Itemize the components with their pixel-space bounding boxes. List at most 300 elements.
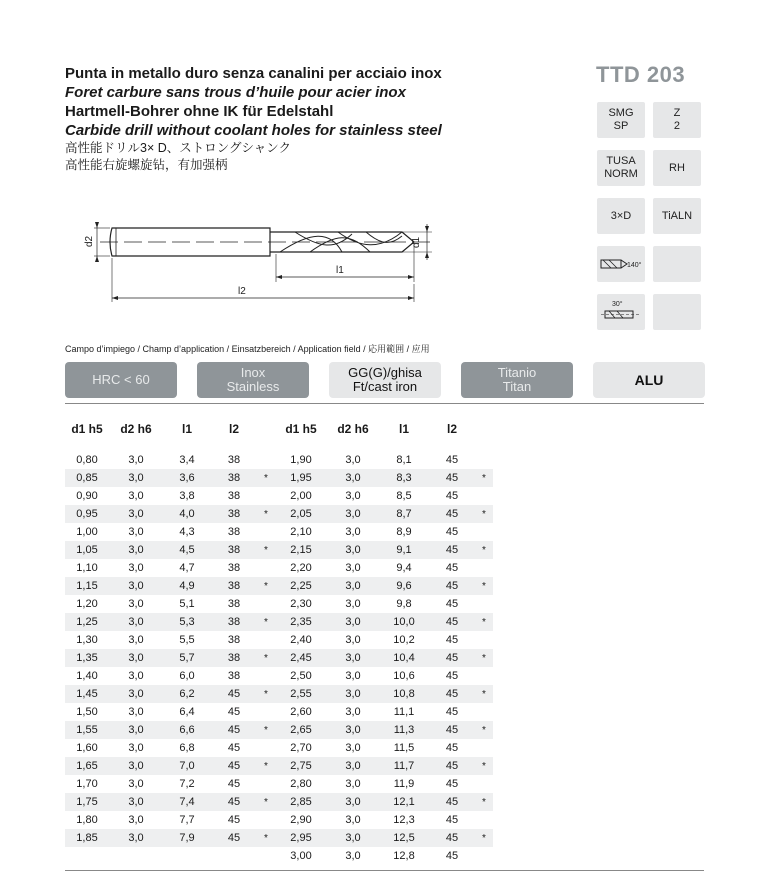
table-cell: 5,1 — [179, 598, 195, 610]
table-cell: 0,90 — [76, 490, 98, 502]
table-cell: 2,10 — [290, 526, 312, 538]
table-cell: 2,35 — [275, 613, 327, 631]
table-row — [65, 451, 493, 469]
table-cell: 38 — [227, 562, 241, 574]
table-cell: 6,2 — [163, 685, 211, 703]
table-cell: 9,8 — [396, 598, 412, 610]
table-cell: 1,20 — [76, 598, 98, 610]
table-row — [65, 811, 493, 829]
table-cell: 45 — [445, 778, 459, 790]
table-cell — [65, 847, 109, 865]
table-cell: 12,8 — [393, 850, 415, 862]
table-cell: 1,25 — [65, 613, 109, 631]
table-cell — [257, 631, 275, 649]
table-cell: 3,0 — [128, 598, 144, 610]
badge-flutes: Z 2 — [653, 102, 701, 138]
table-cell: 3,0 — [128, 634, 144, 646]
table-cell — [475, 631, 493, 649]
table-cell — [475, 739, 493, 757]
table-cell: 1,45 — [65, 685, 109, 703]
chamfer-30-icon — [599, 297, 643, 327]
table-cell: 3,0 — [345, 598, 361, 610]
table-cell: 0,80 — [76, 454, 98, 466]
table-cell: 7,2 — [179, 778, 195, 790]
table-cell: 0,95 — [65, 505, 109, 523]
table-cell: 38 — [227, 454, 241, 466]
table-cell: 3,0 — [345, 526, 361, 538]
table-cell: 45 — [211, 757, 257, 775]
application-field-label: Campo d’impiego / Champ d’application / Einsatzbereich / Application field / 応用範囲 / 应用 — [65, 344, 430, 354]
table-cell: 8,7 — [379, 505, 429, 523]
table-cell: 8,1 — [396, 454, 412, 466]
table-cell: 9,6 — [379, 577, 429, 595]
title-english: Carbide drill without coolant holes for stainless steel — [65, 122, 442, 139]
table-cell: 45 — [211, 793, 257, 811]
table-cell: 3,0 — [109, 649, 163, 667]
table-row — [65, 829, 493, 847]
table-cell — [475, 811, 493, 829]
col-d2: d2 h6 — [337, 422, 369, 436]
table-cell: 45 — [227, 742, 241, 754]
table-cell — [211, 847, 257, 865]
badge-chamfer — [597, 294, 645, 330]
table-cell: 3,0 — [109, 793, 163, 811]
col-mark — [475, 418, 493, 440]
table-cell: 5,5 — [179, 634, 195, 646]
table-cell: * — [475, 829, 493, 847]
table-cell: 38 — [211, 541, 257, 559]
product-titles — [65, 64, 535, 174]
table-cell: 3,0 — [327, 541, 379, 559]
table-cell: 3,00 — [290, 850, 312, 862]
table-cell: 3,0 — [109, 577, 163, 595]
col-d2: d2 h6 — [120, 422, 152, 436]
table-cell: 3,0 — [327, 613, 379, 631]
table-cell: 45 — [429, 793, 475, 811]
table-row — [65, 649, 493, 667]
table-cell: * — [257, 541, 275, 559]
table-cell: * — [257, 469, 275, 487]
table-cell: 45 — [445, 634, 459, 646]
table-cell: 3,0 — [345, 778, 361, 790]
table-cell: 2,05 — [275, 505, 327, 523]
table-row — [65, 703, 493, 721]
table-row — [65, 559, 493, 577]
table-cell: * — [257, 649, 275, 667]
table-cell: 3,0 — [109, 685, 163, 703]
table-cell: 3,0 — [345, 562, 361, 574]
table-cell: 1,90 — [290, 454, 312, 466]
table-cell: 10,0 — [379, 613, 429, 631]
table-cell: 45 — [227, 706, 241, 718]
table-cell: 38 — [211, 613, 257, 631]
table-cell: 2,25 — [275, 577, 327, 595]
table-cell: * — [257, 613, 275, 631]
table-cell: 4,7 — [179, 562, 195, 574]
table-cell: 2,40 — [290, 634, 312, 646]
app-titanium-button[interactable]: Titanio Titan — [461, 362, 573, 398]
table-cell: 11,1 — [393, 706, 415, 718]
table-cell — [257, 847, 275, 865]
table-row — [65, 523, 493, 541]
point-angle-140-icon — [599, 249, 643, 279]
table-cell: * — [257, 829, 275, 847]
table-cell: 3,0 — [109, 541, 163, 559]
title-french: Foret carbure sans trous d’huile pour acier inox — [65, 84, 406, 101]
table-cell: 3,0 — [128, 706, 144, 718]
table-cell: 1,15 — [65, 577, 109, 595]
table-cell: * — [257, 685, 275, 703]
table-cell: 45 — [211, 685, 257, 703]
table-cell: 45 — [445, 742, 459, 754]
table-cell — [475, 559, 493, 577]
table-cell: 10,4 — [379, 649, 429, 667]
table-cell: * — [475, 757, 493, 775]
table-cell: 45 — [429, 757, 475, 775]
table-cell: 2,85 — [275, 793, 327, 811]
table-row — [65, 577, 493, 595]
table-cell: 45 — [445, 670, 459, 682]
table-cell: 4,0 — [163, 505, 211, 523]
table-cell: 1,55 — [65, 721, 109, 739]
table-cell: 9,1 — [379, 541, 429, 559]
table-cell: 38 — [227, 526, 241, 538]
table-cell: 1,60 — [76, 742, 98, 754]
table-cell: 3,0 — [327, 829, 379, 847]
table-cell — [257, 667, 275, 685]
table-cell — [475, 595, 493, 613]
table-cell — [257, 703, 275, 721]
table-cell: 5,3 — [163, 613, 211, 631]
divider — [65, 403, 704, 404]
table-cell: 6,6 — [163, 721, 211, 739]
table-cell: * — [475, 793, 493, 811]
table-cell: 6,8 — [179, 742, 195, 754]
badge-norm: TUSA NORM — [597, 150, 645, 186]
table-cell: 4,3 — [179, 526, 195, 538]
table-cell: 7,0 — [163, 757, 211, 775]
table-cell: 45 — [429, 613, 475, 631]
table-cell: 38 — [211, 577, 257, 595]
table-cell: * — [475, 685, 493, 703]
table-cell — [257, 595, 275, 613]
table-cell: * — [475, 469, 493, 487]
table-cell: 1,65 — [65, 757, 109, 775]
table-cell: 3,0 — [128, 814, 144, 826]
table-cell: 3,0 — [109, 613, 163, 631]
table-cell: 4,5 — [163, 541, 211, 559]
svg-text:140°: 140° — [627, 262, 642, 269]
table-cell — [475, 847, 493, 865]
table-cell: 3,0 — [109, 757, 163, 775]
table-cell — [475, 523, 493, 541]
table-cell: 1,35 — [65, 649, 109, 667]
table-cell: 45 — [429, 721, 475, 739]
table-cell: 1,00 — [76, 526, 98, 538]
table-cell: 3,0 — [327, 721, 379, 739]
app-hrc60-button[interactable]: HRC < 60 — [65, 362, 177, 398]
table-cell: 1,70 — [76, 778, 98, 790]
l1-label: l1 — [336, 265, 344, 276]
table-cell: 3,0 — [327, 649, 379, 667]
table-cell — [475, 667, 493, 685]
table-cell: 3,0 — [345, 850, 361, 862]
table-cell: 38 — [211, 649, 257, 667]
table-cell: * — [475, 505, 493, 523]
table-cell: 3,0 — [109, 469, 163, 487]
table-cell: 8,3 — [379, 469, 429, 487]
table-cell: 45 — [211, 721, 257, 739]
table-cell: 3,0 — [128, 778, 144, 790]
table-cell: * — [257, 757, 275, 775]
table-cell: 2,45 — [275, 649, 327, 667]
table-cell — [257, 739, 275, 757]
badge-point-angle — [597, 246, 645, 282]
table-cell: * — [475, 721, 493, 739]
title-german: Hartmell-Bohrer ohne IK für Edelstahl — [65, 103, 334, 120]
table-cell: 45 — [445, 706, 459, 718]
table-cell: 45 — [429, 649, 475, 667]
table-row — [65, 739, 493, 757]
table-cell: 38 — [211, 469, 257, 487]
table-cell: 3,0 — [128, 562, 144, 574]
table-cell: 3,0 — [128, 490, 144, 502]
table-cell: 10,6 — [393, 670, 415, 682]
table-cell: 3,0 — [345, 706, 361, 718]
table-cell: 2,90 — [290, 814, 312, 826]
table-cell: 3,0 — [345, 670, 361, 682]
col-d1: d1 h5 — [71, 422, 103, 436]
col-l2: l2 — [228, 422, 239, 436]
table-cell — [475, 487, 493, 505]
dimension-table — [65, 418, 493, 865]
table-cell: 45 — [445, 562, 459, 574]
table-cell: 2,20 — [290, 562, 312, 574]
table-cell: 45 — [211, 829, 257, 847]
table-row — [65, 595, 493, 613]
table-cell: 1,10 — [76, 562, 98, 574]
table-cell: 3,8 — [179, 490, 195, 502]
drill-drawing — [80, 210, 440, 310]
table-cell: 3,0 — [128, 670, 144, 682]
table-cell: 10,8 — [379, 685, 429, 703]
bottom-divider — [65, 870, 704, 871]
table-cell: 45 — [227, 778, 241, 790]
table-cell: 3,0 — [128, 526, 144, 538]
table-cell: 3,0 — [109, 505, 163, 523]
table-cell: 11,7 — [379, 757, 429, 775]
table-cell: 0,85 — [65, 469, 109, 487]
table-cell: 3,0 — [128, 742, 144, 754]
table-cell: 3,0 — [327, 685, 379, 703]
table-cell: 2,55 — [275, 685, 327, 703]
table-cell: 2,15 — [275, 541, 327, 559]
table-cell: 7,7 — [179, 814, 195, 826]
badge-empty-2 — [653, 294, 701, 330]
table-cell: 7,4 — [163, 793, 211, 811]
table-cell: 3,0 — [327, 793, 379, 811]
table-cell: 1,85 — [65, 829, 109, 847]
table-cell: 1,50 — [76, 706, 98, 718]
table-cell: 45 — [445, 598, 459, 610]
table-cell: 5,7 — [163, 649, 211, 667]
table-row — [65, 541, 493, 559]
table-cell: 45 — [445, 526, 459, 538]
table-cell: 45 — [429, 577, 475, 595]
table-cell: 2,60 — [290, 706, 312, 718]
table-cell: * — [475, 541, 493, 559]
app-alu-button[interactable]: ALU — [593, 362, 705, 398]
table-cell: 3,0 — [128, 454, 144, 466]
table-cell: 45 — [429, 829, 475, 847]
table-cell — [257, 523, 275, 541]
table-cell: 12,1 — [379, 793, 429, 811]
col-d1: d1 h5 — [285, 422, 317, 436]
table-row — [65, 775, 493, 793]
table-cell: 38 — [227, 490, 241, 502]
title-japanese: 高性能ドリル3× D、ストロングシャンク — [65, 141, 292, 155]
table-row — [65, 487, 493, 505]
table-cell: 9,4 — [396, 562, 412, 574]
table-cell: * — [475, 577, 493, 595]
table-cell: 3,0 — [109, 721, 163, 739]
d1-label: d1 — [411, 236, 422, 248]
table-cell: 3,6 — [163, 469, 211, 487]
col-l1: l1 — [398, 422, 409, 436]
badge-empty-1 — [653, 246, 701, 282]
table-cell: 6,4 — [179, 706, 195, 718]
table-cell: * — [257, 505, 275, 523]
table-cell: 2,50 — [290, 670, 312, 682]
table-cell — [475, 451, 493, 469]
badge-coating: TiALN — [653, 198, 701, 234]
table-cell: 45 — [445, 850, 459, 862]
table-cell: * — [257, 577, 275, 595]
table-cell: 12,5 — [379, 829, 429, 847]
table-cell: 6,0 — [179, 670, 195, 682]
col-l1: l1 — [181, 422, 192, 436]
col-l2: l2 — [446, 422, 457, 436]
table-cell: 1,95 — [275, 469, 327, 487]
table-cell: 1,30 — [76, 634, 98, 646]
table-cell: 2,95 — [275, 829, 327, 847]
table-cell: 2,00 — [290, 490, 312, 502]
table-cell: 2,75 — [275, 757, 327, 775]
table-row — [65, 613, 493, 631]
table-cell: * — [475, 613, 493, 631]
table-cell: 45 — [445, 490, 459, 502]
table-row — [65, 505, 493, 523]
table-cell: 45 — [429, 685, 475, 703]
table-cell: 45 — [445, 454, 459, 466]
table-cell: 8,9 — [396, 526, 412, 538]
table-cell: 2,70 — [290, 742, 312, 754]
table-cell — [163, 847, 211, 865]
table-cell: 3,0 — [109, 829, 163, 847]
l2-label: l2 — [238, 286, 246, 297]
table-cell: 45 — [227, 814, 241, 826]
table-cell — [475, 703, 493, 721]
title-italian: Punta in metallo duro senza canalini per acciaio inox — [65, 65, 442, 82]
table-cell: 2,30 — [290, 598, 312, 610]
table-cell: 45 — [429, 469, 475, 487]
table-cell: 1,05 — [65, 541, 109, 559]
table-cell: 7,9 — [163, 829, 211, 847]
app-cast-iron-button[interactable]: GG(G)/ghisa Ft/cast iron — [329, 362, 441, 398]
table-cell: * — [257, 793, 275, 811]
table-cell: 3,0 — [345, 814, 361, 826]
table-cell: 3,0 — [345, 742, 361, 754]
table-cell: 3,0 — [327, 505, 379, 523]
table-header-row — [65, 418, 493, 440]
table-cell — [257, 451, 275, 469]
d2-label: d2 — [84, 235, 95, 247]
table-cell — [257, 559, 275, 577]
table-cell: 1,40 — [76, 670, 98, 682]
table-cell — [257, 487, 275, 505]
table-cell: 1,80 — [76, 814, 98, 826]
table-cell: 38 — [227, 670, 241, 682]
table-cell: 3,4 — [179, 454, 195, 466]
title-chinese: 高性能右旋螺旋钻，有加强柄 — [65, 158, 228, 172]
table-cell: 3,0 — [327, 577, 379, 595]
table-row — [65, 721, 493, 739]
table-cell: 12,3 — [393, 814, 415, 826]
table-cell: 38 — [227, 634, 241, 646]
svg-text:30°: 30° — [612, 301, 623, 308]
table-cell — [257, 811, 275, 829]
table-cell: 4,9 — [163, 577, 211, 595]
badge-smg: SMG SP — [597, 102, 645, 138]
col-mark — [257, 418, 275, 440]
table-row — [65, 667, 493, 685]
table-cell: 8,5 — [396, 490, 412, 502]
badge-rotation: RH — [653, 150, 701, 186]
table-row — [65, 469, 493, 487]
table-row — [65, 685, 493, 703]
table-row — [65, 847, 493, 865]
table-cell: 38 — [227, 598, 241, 610]
table-cell — [109, 847, 163, 865]
table-cell: 11,3 — [379, 721, 429, 739]
table-cell: 3,0 — [327, 469, 379, 487]
badge-length: 3×D — [597, 198, 645, 234]
table-cell: 11,5 — [393, 742, 415, 754]
app-stainless-button[interactable]: Inox Stainless — [197, 362, 309, 398]
table-body — [65, 440, 493, 865]
table-cell: 1,75 — [65, 793, 109, 811]
table-cell: 45 — [429, 541, 475, 559]
table-cell: * — [475, 649, 493, 667]
table-cell: 38 — [211, 505, 257, 523]
table-cell: 2,80 — [290, 778, 312, 790]
table-cell: 3,0 — [327, 757, 379, 775]
table-cell — [475, 775, 493, 793]
table-row — [65, 793, 493, 811]
table-cell — [257, 775, 275, 793]
table-cell: 2,65 — [275, 721, 327, 739]
table-cell: 3,0 — [345, 490, 361, 502]
table-cell: 3,0 — [345, 454, 361, 466]
table-cell: 45 — [429, 505, 475, 523]
table-cell: * — [257, 721, 275, 739]
table-cell: 10,2 — [393, 634, 415, 646]
table-row — [65, 757, 493, 775]
table-row — [65, 631, 493, 649]
table-cell: 45 — [445, 814, 459, 826]
product-code: TTD 203 — [596, 62, 686, 87]
table-cell: 11,9 — [393, 778, 415, 790]
